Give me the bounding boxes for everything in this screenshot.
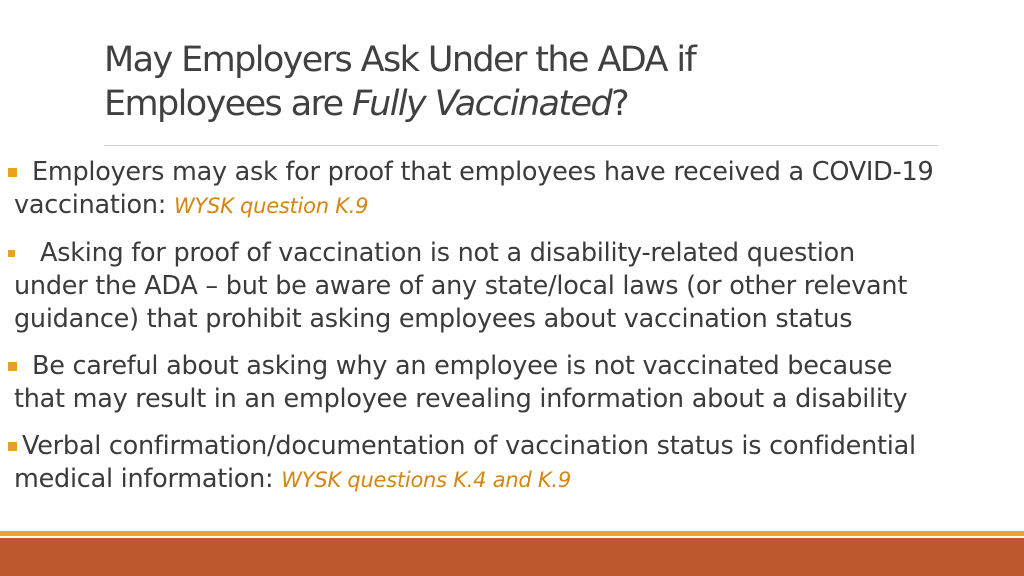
title-divider bbox=[104, 145, 938, 146]
bullet-text-fragment: medical information: bbox=[14, 464, 282, 494]
bullet-list bbox=[14, 156, 1022, 511]
bullet-text-line: guidance) that prohibit asking employees about vaccination status bbox=[14, 304, 853, 334]
title-italic-text: Fully Vaccinated bbox=[352, 84, 612, 124]
title-plain-text: Employees are bbox=[104, 84, 353, 124]
bullet-text-line: under the ADA – but be aware of any state/local laws (or other relevant bbox=[14, 271, 908, 301]
footer-band bbox=[0, 538, 1024, 576]
square-bullet-icon bbox=[8, 168, 17, 177]
bullet-item-confidentiality bbox=[14, 430, 1022, 497]
bullet-text-line: Asking for proof of vaccination is not a disability-related question bbox=[40, 238, 855, 268]
bullet-item-not-disability-question bbox=[14, 237, 1022, 336]
title-line-1: May Employers Ask Under the ADA if bbox=[104, 40, 696, 80]
bullet-item-asking-why bbox=[14, 350, 1022, 416]
bullet-text-line: Be careful about asking why an employee is not vaccinated because bbox=[32, 351, 893, 381]
bullet-text-line: that may result in an employee revealing information about a disability bbox=[14, 384, 908, 414]
wysk-reference: WYSK question K.9 bbox=[173, 194, 369, 218]
title-line-2 bbox=[104, 82, 934, 126]
bullet-text-line: Verbal confirmation/documentation of vaccination status is confidential bbox=[22, 431, 916, 461]
square-bullet-icon bbox=[8, 442, 17, 451]
bullet-text-fragment: vaccination: bbox=[14, 190, 174, 220]
wysk-reference: WYSK questions K.4 and K.9 bbox=[281, 468, 571, 492]
square-bullet-icon bbox=[8, 362, 17, 371]
footer-accent-stripe bbox=[0, 531, 1024, 536]
bullet-text-line bbox=[14, 189, 1022, 223]
square-bullet-icon bbox=[8, 250, 15, 257]
bullet-item-proof-request bbox=[14, 156, 1022, 223]
bullet-text-line: Employers may ask for proof that employees have received a COVID-19 bbox=[32, 157, 934, 187]
title-question-mark: ? bbox=[611, 84, 629, 124]
bullet-text-line bbox=[14, 463, 1022, 497]
slide-title bbox=[104, 38, 934, 126]
